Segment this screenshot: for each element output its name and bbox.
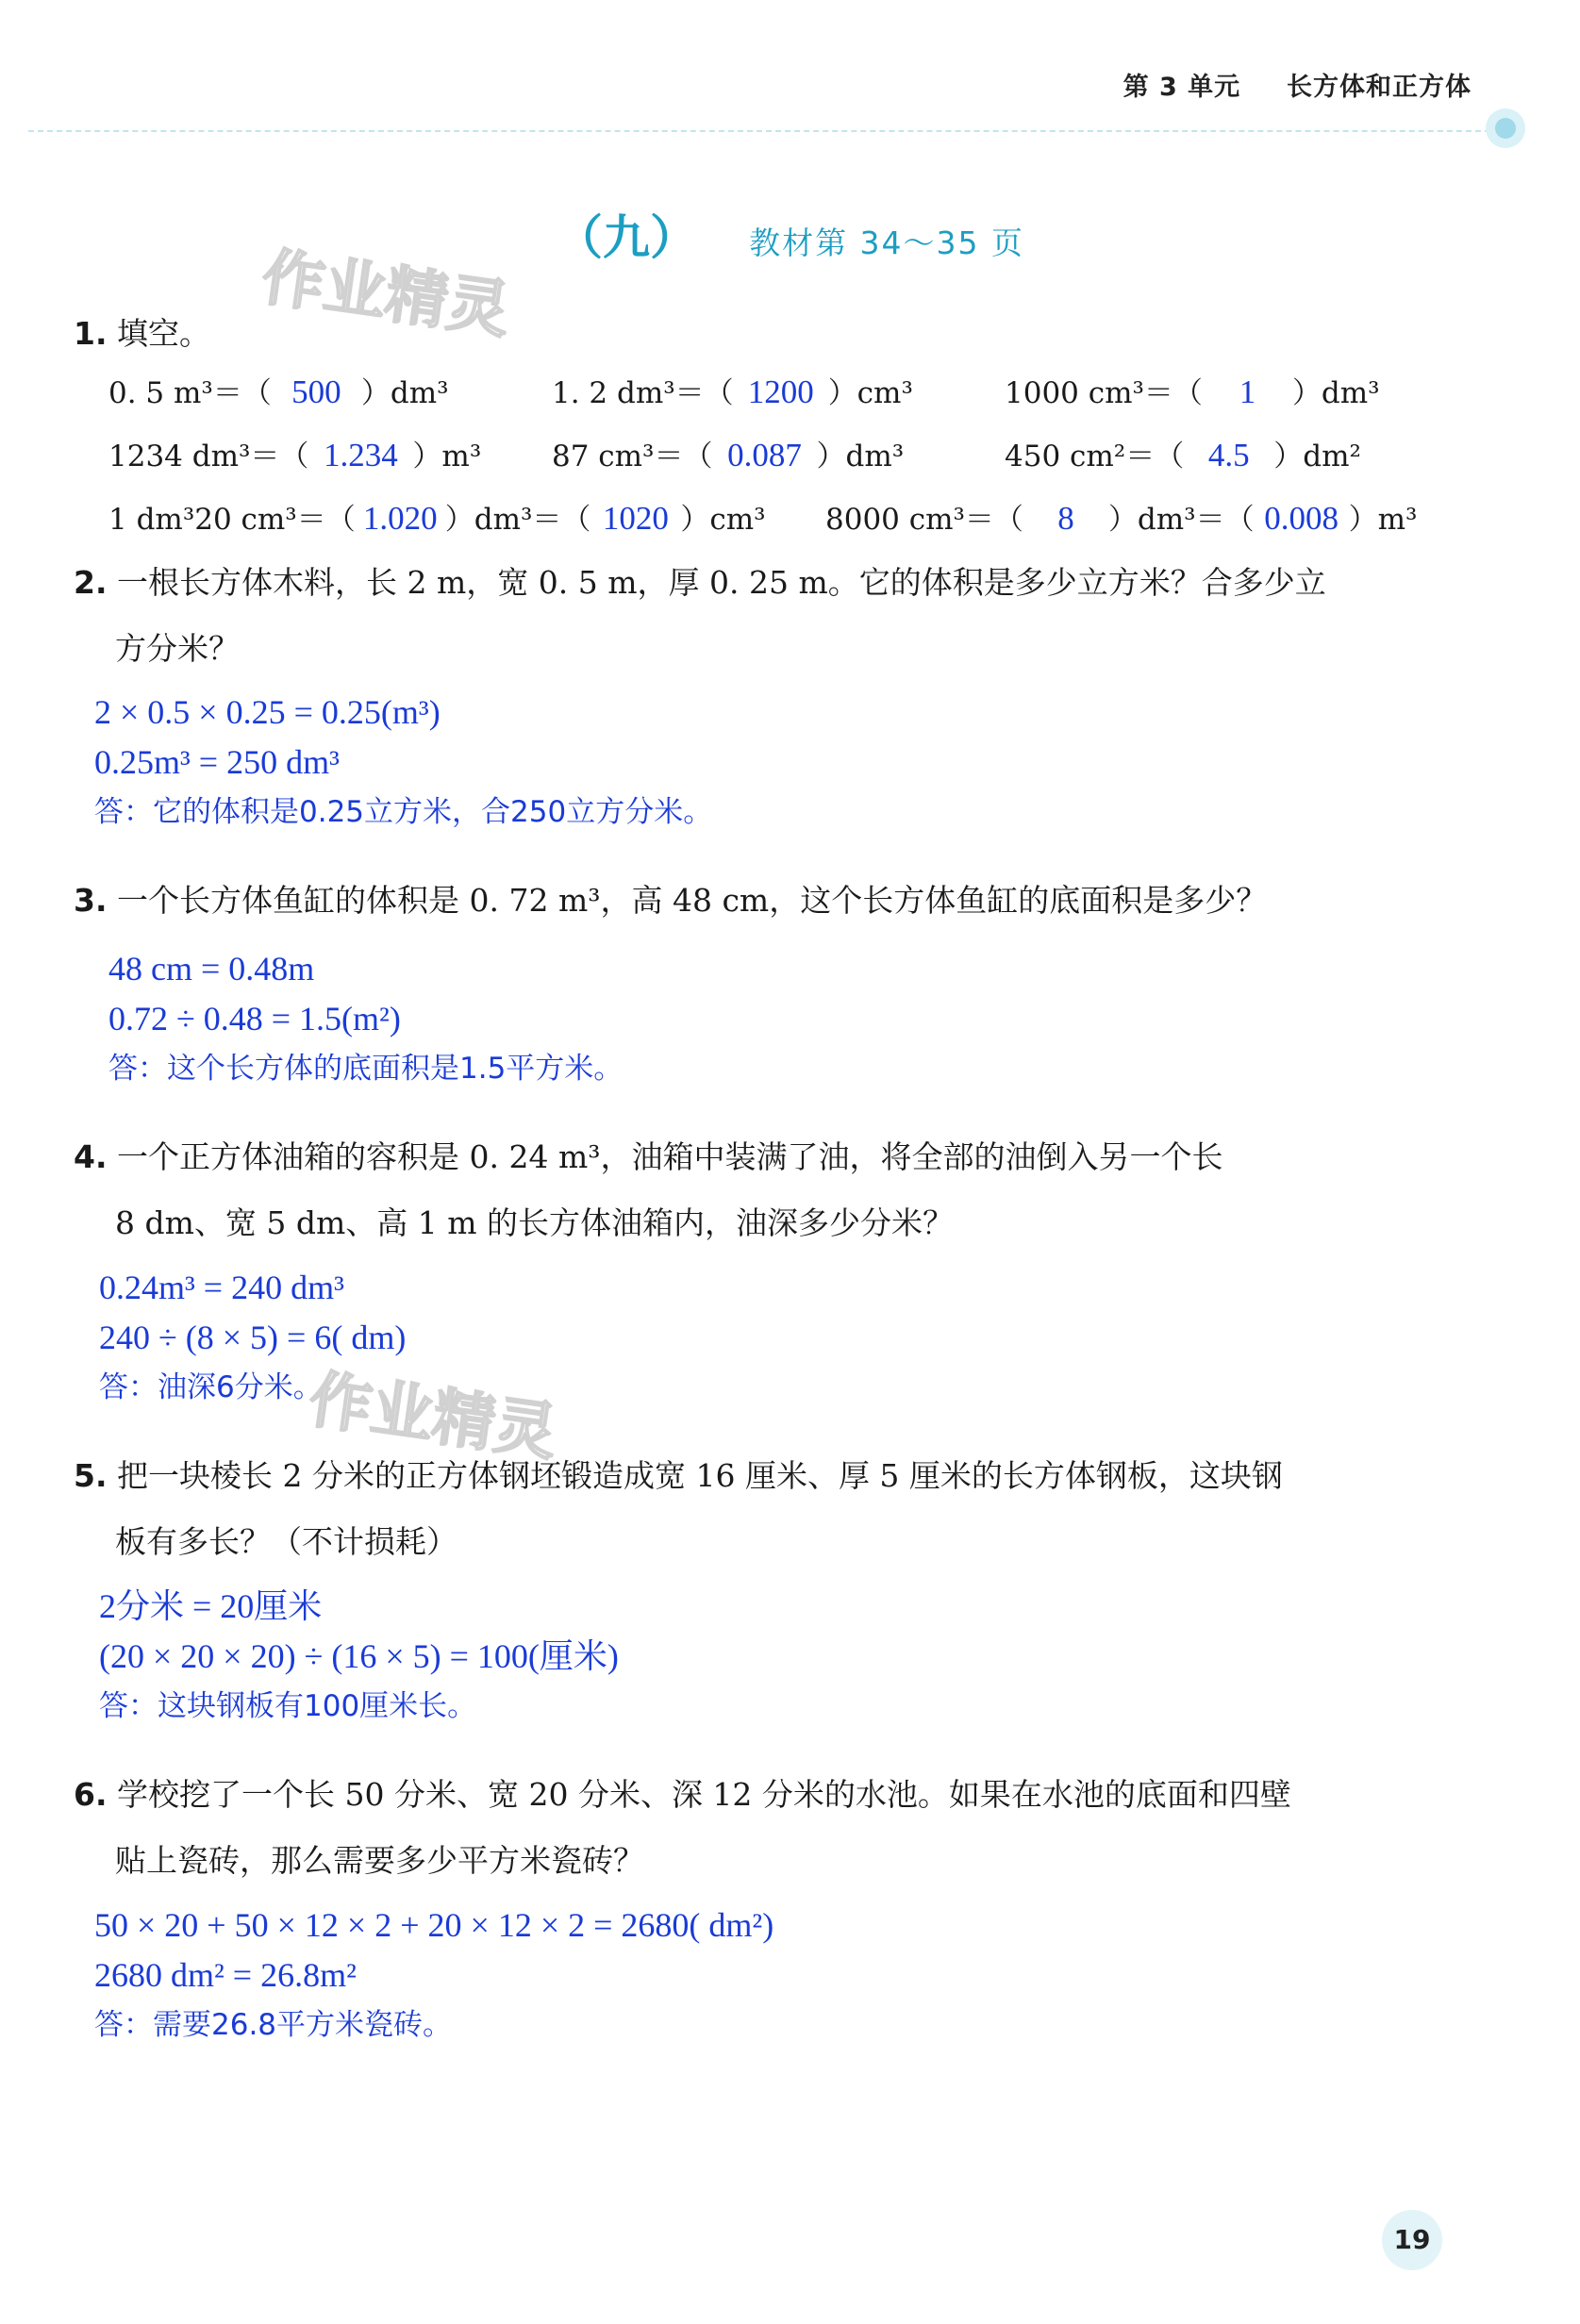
question-6 bbox=[74, 1776, 1291, 1814]
answer-line: 0.72 ÷ 0.48 = 1.5(m²) bbox=[108, 1000, 401, 1038]
answer-blank: 8 bbox=[1057, 500, 1074, 537]
answer-blank: 0.087 bbox=[727, 437, 802, 473]
question-2 bbox=[74, 564, 1326, 602]
unit-label: 第 3 单元 bbox=[1123, 73, 1241, 102]
question-text: 把一块棱长 2 分米的正方体钢坯锻造成宽 16 厘米、厚 5 厘米的长方体钢板，这块钢 bbox=[117, 1457, 1283, 1494]
question-6-continued: 贴上瓷砖，那么需要多少平方米瓷砖？ bbox=[115, 1842, 644, 1879]
answer-blank: 1 bbox=[1239, 374, 1256, 410]
answer-statement: 答：这块钢板有100厘米长。 bbox=[99, 1689, 477, 1723]
page-header bbox=[0, 66, 1472, 103]
answer-blank: 1200 bbox=[747, 374, 814, 410]
question-5-continued: 板有多长？（不计损耗） bbox=[115, 1523, 457, 1560]
question-text: 学校挖了一个长 50 分米、宽 20 分米、深 12 分米的水池。如果在水池的底面和四壁 bbox=[117, 1776, 1291, 1813]
header-divider bbox=[28, 130, 1500, 132]
watermark-logo: 作业精灵 bbox=[305, 1362, 562, 1469]
answer-line: 2分米 = 20厘米 bbox=[99, 1587, 323, 1625]
answer-line: (20 × 20 × 20) ÷ (16 × 5) = 100(厘米) bbox=[99, 1637, 619, 1675]
answer-line: 0.24m³ = 240 dm³ bbox=[99, 1269, 344, 1306]
answer-statement: 答：这个长方体的底面积是1.5平方米。 bbox=[108, 1052, 624, 1086]
section-title bbox=[0, 200, 1580, 268]
question-3 bbox=[74, 882, 1267, 920]
question-text: 一根长方体木料，长 2 m，宽 0. 5 m，厚 0. 25 m。它的体积是多少立方米？合多少立 bbox=[117, 564, 1326, 601]
question-text: 填空。 bbox=[117, 315, 210, 352]
answer-blank: 1.020 bbox=[362, 500, 438, 537]
question-2-continued: 方分米？ bbox=[115, 630, 240, 667]
answer-line: 240 ÷ (8 × 5) = 6( dm) bbox=[99, 1319, 407, 1356]
question-number: 3. bbox=[74, 882, 108, 919]
answer-blank: 0.008 bbox=[1264, 500, 1339, 537]
question-1 bbox=[74, 315, 210, 353]
question-5 bbox=[74, 1457, 1283, 1495]
fill-item: 1000 cm³＝（ 1 ）dm³ bbox=[1005, 374, 1380, 410]
answer-statement: 答：需要26.8平方米瓷砖。 bbox=[94, 2008, 453, 2042]
question-4 bbox=[74, 1138, 1222, 1176]
fill-item: 1234 dm³＝（ 1.234 ）m³ bbox=[108, 437, 482, 473]
answer-line: 48 cm = 0.48m bbox=[108, 950, 315, 988]
fill-item: 0. 5 m³＝（ 500 ）dm³ bbox=[108, 374, 449, 410]
fill-item: 450 cm²＝（ 4.5 ）dm² bbox=[1005, 437, 1361, 473]
answer-blank: 1020 bbox=[602, 500, 669, 537]
question-number: 6. bbox=[74, 1776, 108, 1813]
question-number: 5. bbox=[74, 1457, 108, 1494]
section-number: （九） bbox=[555, 210, 697, 265]
unit-topic: 长方体和正方体 bbox=[1287, 73, 1472, 102]
answer-line: 50 × 20 + 50 × 12 × 2 + 20 × 12 × 2 = 2680( dm²) bbox=[94, 1906, 774, 1944]
answer-statement: 答：油深6分米。 bbox=[99, 1370, 323, 1404]
page-number: 19 bbox=[1382, 2210, 1442, 2270]
answer-line: 2680 dm² = 26.8m² bbox=[94, 1956, 357, 1994]
question-number: 4. bbox=[74, 1138, 108, 1175]
fill-item: 1. 2 dm³＝（ 1200 ）cm³ bbox=[552, 374, 913, 410]
question-4-continued: 8 dm、宽 5 dm、高 1 m 的长方体油箱内，油深多少分米？ bbox=[115, 1204, 955, 1241]
fill-item: 1 dm³20 cm³＝（ 1.020 ）dm³＝（ 1020 ）cm³ bbox=[108, 500, 766, 537]
watermark-logo: 作业精灵 bbox=[258, 240, 515, 347]
fill-item: 87 cm³＝（ 0.087 ）dm³ bbox=[552, 437, 905, 473]
header-decoration-icon bbox=[1486, 108, 1525, 148]
answer-blank: 1.234 bbox=[324, 437, 398, 473]
question-number: 2. bbox=[74, 564, 108, 601]
answer-statement: 答：它的体积是0.25立方米，合250立方分米。 bbox=[94, 795, 713, 829]
answer-line: 2 × 0.5 × 0.25 = 0.25(m³) bbox=[94, 693, 441, 731]
question-number: 1. bbox=[74, 315, 108, 352]
question-text: 一个长方体鱼缸的体积是 0. 72 m³，高 48 cm，这个长方体鱼缸的底面积是多少？ bbox=[117, 882, 1268, 919]
answer-line: 0.25m³ = 250 dm³ bbox=[94, 743, 340, 781]
question-text: 一个正方体油箱的容积是 0. 24 m³，油箱中装满了油，将全部的油倒入另一个长 bbox=[117, 1138, 1223, 1175]
textbook-reference: 教材第 34～35 页 bbox=[749, 224, 1025, 261]
answer-blank: 500 bbox=[291, 374, 341, 410]
answer-blank: 4.5 bbox=[1207, 437, 1250, 473]
fill-item: 8000 cm³＝（ 8 ）dm³＝（ 0.008 ）m³ bbox=[825, 500, 1418, 537]
